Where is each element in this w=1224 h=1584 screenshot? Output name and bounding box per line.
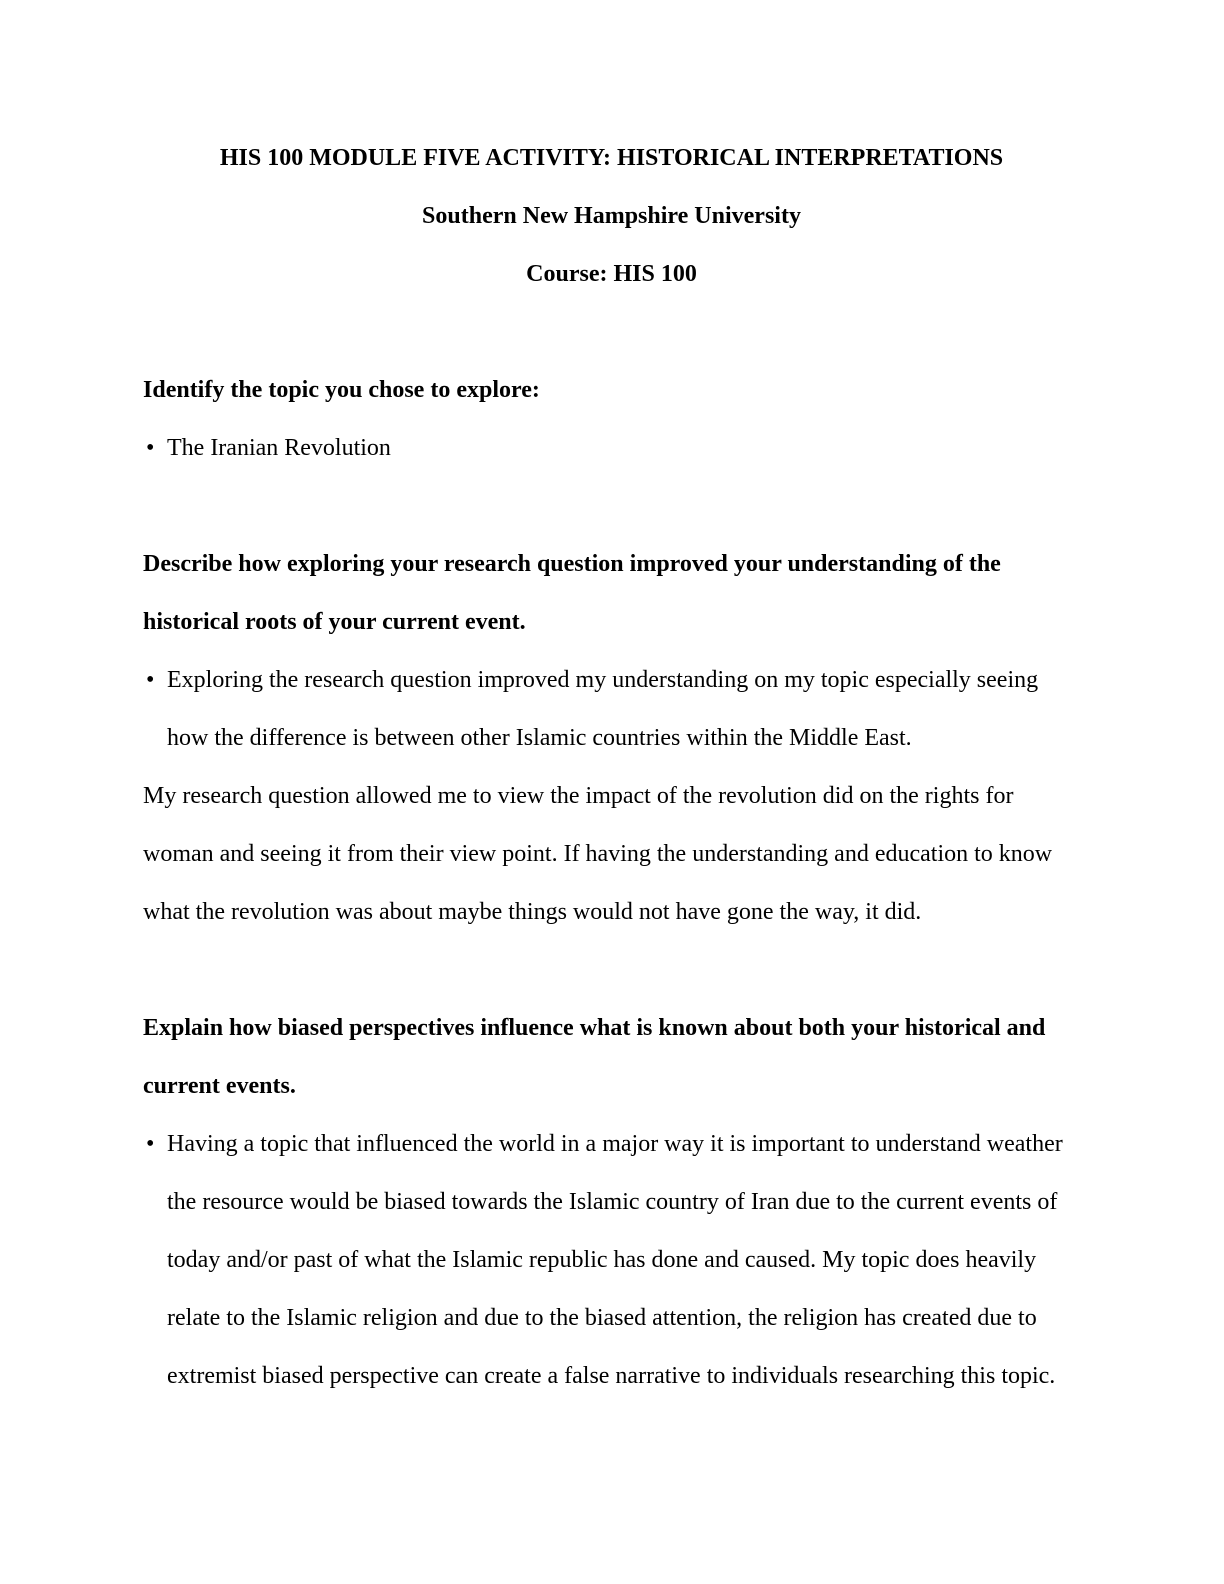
bullet-text: Exploring the research question improved my understanding on my topic especially seeing how the difference is between other Islamic countries within the Middle East. [167,667,1039,751]
explain-section-bullet-list [143,1115,1080,1405]
bullet-text: The Iranian Revolution [167,435,391,461]
identify-topic-bullet-list [143,419,1080,477]
bullet-icon: • [146,435,155,461]
describe-section-paragraph: My research question allowed me to view the impact of the revolution did on the rights for woman and seeing it from their view point. If having the understanding and education to know what the revolution was about maybe things would not have gone the way, it did. [143,783,1053,925]
bullet-icon: • [146,667,155,693]
list-item [143,651,1080,767]
section-heading-identify-topic: Identify the topic you chose to explore: [143,377,540,403]
section-heading-explain-biased-perspectives: Explain how biased perspectives influence what is known about both your historical and current events. [143,1015,1046,1099]
document-course-line: Course: HIS 100 [526,261,697,287]
list-item [143,419,1080,477]
list-item [143,1115,1080,1405]
document-university-line: Southern New Hampshire University [422,203,801,229]
bullet-text: Having a topic that influenced the world in a major way it is important to understand weather the resource would be biased towards the Islamic country of Iran due to the current events of today and/or past of what the Islamic republic has done and caused. My topic does heavily relate to the Islamic religion and due to the biased attention, the religion has created due to extremist biased perspective can create a false narrative to individuals researching this topic. [167,1131,1063,1389]
describe-section-bullet-list [143,651,1080,767]
bullet-icon: • [146,1131,155,1157]
document-title: HIS 100 MODULE FIVE ACTIVITY: HISTORICAL INTERPRETATIONS [219,145,1004,171]
section-heading-describe-research-question: Describe how exploring your research question improved your understanding of the historical roots of your current event. [143,551,1001,635]
